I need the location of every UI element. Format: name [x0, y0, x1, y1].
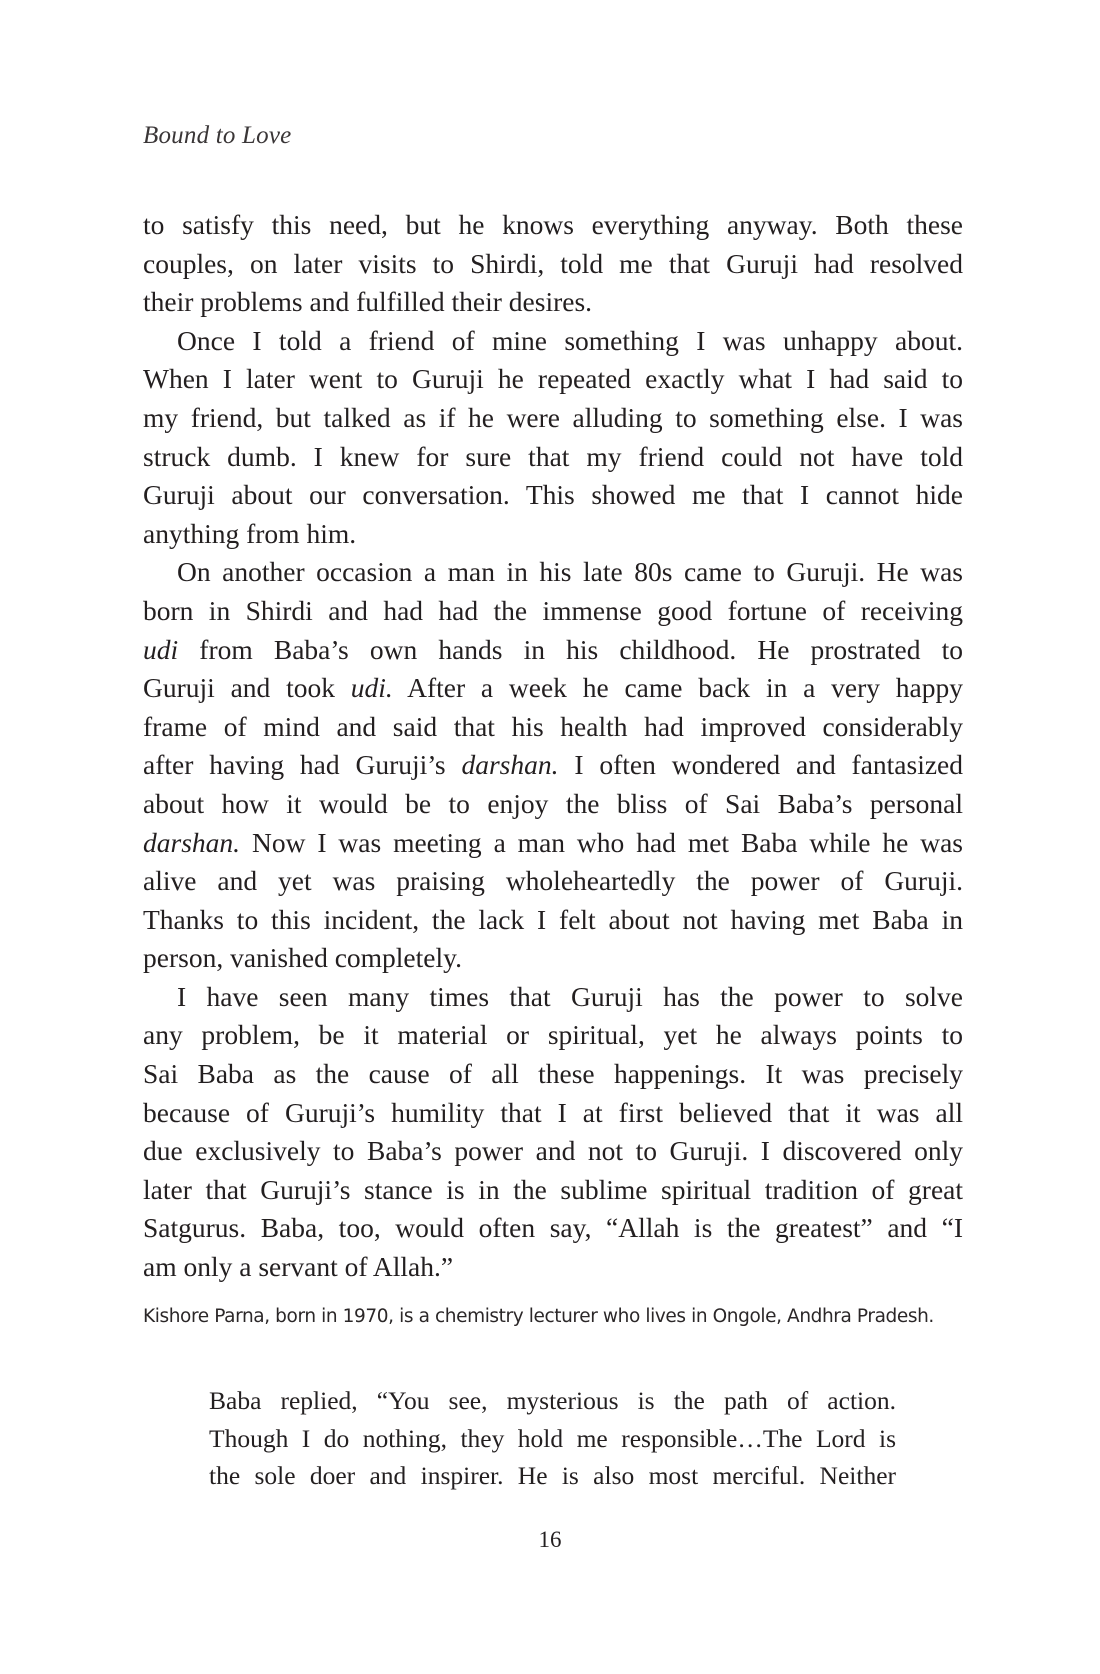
body-line: Thanks to this incident, the lack I felt about not having met Baba in	[143, 903, 963, 935]
body-line: about how it would be to enjoy the bliss of Sai Baba’s personal	[143, 787, 963, 819]
quote-line: Baba replied, “You see, mysterious is the path of action.	[209, 1386, 896, 1415]
body-line: am only a servant of Allah.”	[143, 1251, 454, 1283]
body-line: to satisfy this need, but he knows everything anyway. Both these	[143, 209, 963, 240]
body-line: When I later went to Guruji he repeated exactly what I had said to	[143, 363, 963, 395]
body-line: because of Guruji’s humility that I at first believed that it was all	[143, 1096, 963, 1128]
body-line: person, vanished completely.	[143, 942, 462, 974]
body-line: their problems and fulfilled their desires.	[143, 286, 593, 318]
running-head: Bound to Love	[143, 122, 292, 149]
body-line: Satgurus. Baba, too, would often say, “Allah is the greatest” and “I	[143, 1212, 963, 1244]
body-line: Guruji about our conversation. This showed me that I cannot hide	[143, 479, 963, 511]
author-attribution: Kishore Parna, born in 1970, is a chemistry lecturer who lives in Ongole, Andhra Pradesh.	[143, 1306, 934, 1327]
page-number: 16	[538, 1527, 562, 1552]
quote-line: Though I do nothing, they hold me responsible…The Lord is	[209, 1423, 896, 1453]
body-line: darshan. Now I was meeting a man who had met Baba while he was	[143, 826, 964, 858]
body-line: due exclusively to Baba’s power and not to Guruji. I discovered only	[143, 1135, 963, 1167]
body-line: Once I told a friend of mine something I was unhappy about.	[177, 324, 963, 356]
quote-line: the sole doer and inspirer. He is also most merciful. Neither	[209, 1461, 896, 1490]
italic-term: udi.	[350, 672, 393, 704]
body-line: after having had Guruji’s darshan. I often wondered and fantasized	[143, 749, 964, 781]
body-line: my friend, but talked as if he were alluding to something else. I was	[143, 401, 963, 433]
body-line: On another occasion a man in his late 80s came to Guruji. He was	[177, 556, 963, 588]
body-line: frame of mind and said that his health had improved considerably	[143, 710, 963, 742]
body-line: couples, on later visits to Shirdi, told me that Guruji had resolved	[143, 247, 963, 279]
body-line: Sai Baba as the cause of all these happenings. It was precisely	[143, 1058, 963, 1090]
body-text	[143, 206, 963, 1287]
body-line: later that Guruji’s stance is in the sublime spiritual tradition of great	[143, 1173, 963, 1205]
body-line: born in Shirdi and had had the immense good fortune of receiving	[143, 594, 963, 626]
body-line: I have seen many times that Guruji has the power to solve	[177, 980, 963, 1012]
italic-term: darshan.	[461, 749, 559, 781]
block-quote	[209, 1382, 896, 1495]
body-line: anything from him.	[143, 517, 357, 549]
body-line: any problem, be it material or spiritual, yet he always points to	[143, 1019, 963, 1051]
body-line: struck dumb. I knew for sure that my friend could not have told	[143, 440, 963, 472]
body-line: udi from Baba’s own hands in his childhood. He prostrated to	[143, 633, 963, 665]
body-line: alive and yet was praising wholeheartedly the power of Guruji.	[143, 865, 963, 897]
italic-term: udi	[143, 633, 179, 665]
italic-term: darshan.	[143, 826, 241, 858]
body-line: Guruji and took udi. After a week he came back in a very happy	[143, 672, 963, 704]
